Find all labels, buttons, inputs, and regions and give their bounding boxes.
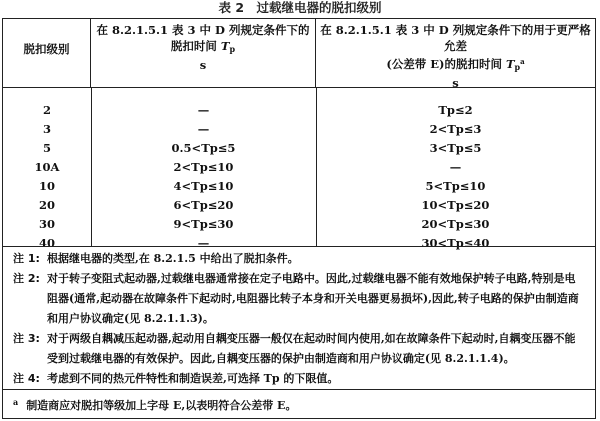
header-trip-class-label: 脱扣级别 bbox=[23, 42, 70, 56]
cell-trip-class: 5 bbox=[42, 141, 51, 155]
table-row bbox=[3, 196, 595, 215]
note-tag: 注 3: bbox=[13, 332, 40, 345]
note-text: 考虑到不同的热元件特性和制造误差,可选择 Tp 的下限值。 bbox=[47, 372, 339, 385]
cell-trip-class: 40 bbox=[38, 236, 55, 250]
table-row bbox=[3, 177, 595, 196]
note-tag: 注 4: bbox=[13, 372, 40, 385]
note-item bbox=[13, 369, 585, 389]
table-body bbox=[3, 101, 595, 253]
cell-trip-class: 10A bbox=[34, 160, 60, 174]
cell-trip-time-e: 20<Tp≤30 bbox=[421, 217, 490, 231]
cell-trip-time-e: 5<Tp≤10 bbox=[425, 179, 486, 193]
footnote-text: 制造商应对脱扣等级加上字母 E,以表明符合公差带 E。 bbox=[26, 399, 297, 412]
footnote-marker: a bbox=[520, 57, 525, 66]
header-trip-time-line2: 脱扣时间 $T_p$ bbox=[170, 39, 236, 54]
cell-trip-class: 10 bbox=[38, 179, 55, 193]
header-trip-time-e-unit: s bbox=[452, 76, 459, 90]
cell-trip-time-e: 3<Tp≤5 bbox=[429, 141, 482, 155]
tp-symbol: T bbox=[505, 57, 515, 71]
note-tag: 注 2: bbox=[13, 272, 40, 285]
cell-trip-time: — bbox=[197, 103, 210, 117]
footnote-divider bbox=[3, 389, 595, 390]
header-trip-time-e-line2: (公差带 E)的脱扣时间 $T_p^a$ bbox=[386, 57, 525, 72]
note-item bbox=[13, 329, 585, 369]
note-text: 对于转子变阻式起动器,过载继电器通常接在定子电路中。因此,过载继电器不能有效地保护转子电路,特别是电阻器(通常,起动器在故障条件下起动时,电阻器比转子本身和开关电器更易损坏),因此,转子电路的保护由制造商和用户协议确定(见 8.2.1.1.3)。 bbox=[47, 272, 579, 325]
table-row bbox=[3, 158, 595, 177]
cell-trip-time-e: Tp≤2 bbox=[438, 103, 473, 117]
header-trip-time bbox=[91, 19, 316, 87]
cell-trip-time: — bbox=[197, 122, 210, 136]
notes-divider bbox=[3, 246, 595, 247]
cell-trip-class: 3 bbox=[42, 122, 51, 136]
cell-trip-time-e: 10<Tp≤20 bbox=[421, 198, 490, 212]
notes-section bbox=[3, 249, 595, 389]
tp-symbol: T bbox=[220, 39, 230, 53]
note-item bbox=[13, 249, 585, 269]
cell-trip-class: 30 bbox=[38, 217, 55, 231]
footnote-mark: a bbox=[13, 397, 19, 407]
header-trip-time-e bbox=[316, 19, 595, 90]
table-row bbox=[3, 101, 595, 120]
table-caption: 表 2 过载继电器的脱扣级别 bbox=[218, 0, 382, 15]
cell-trip-time: 9<Tp≤30 bbox=[173, 217, 234, 231]
trip-class-table bbox=[2, 18, 596, 419]
cell-trip-class: 20 bbox=[38, 198, 55, 212]
table-row bbox=[3, 139, 595, 158]
cell-trip-time-e: 30<Tp≤40 bbox=[421, 236, 490, 250]
cell-trip-time: — bbox=[197, 236, 210, 250]
table-row bbox=[3, 120, 595, 139]
note-tag: 注 1: bbox=[13, 252, 40, 265]
header-trip-time-e-line1: 在 8.2.1.5.1 表 3 中 D 列规定条件下的用于更严格允差 bbox=[320, 23, 591, 53]
cell-trip-class: 2 bbox=[42, 103, 51, 117]
table-row bbox=[3, 215, 595, 234]
cell-trip-time: 2<Tp≤10 bbox=[173, 160, 234, 174]
note-text: 对于两级自耦减压起动器,起动用自耦变压器一般仅在起动时间内使用,如在故障条件下起动时,自耦变压器不能受到过载继电器的有效保护。因此,自耦变压器的保护由制造商和用户协议确定(见 8.2.1.1.4)。 bbox=[47, 332, 576, 365]
header-trip-time-unit: s bbox=[199, 58, 207, 72]
cell-trip-time: 4<Tp≤10 bbox=[173, 179, 234, 193]
note-text: 根据继电器的类型,在 8.2.1.5 中给出了脱扣条件。 bbox=[47, 252, 299, 265]
cell-trip-time: 6<Tp≤20 bbox=[173, 198, 234, 212]
cell-trip-time-e: — bbox=[449, 160, 462, 174]
header-trip-class bbox=[3, 19, 91, 87]
cell-trip-time: 0.5<Tp≤5 bbox=[171, 141, 236, 155]
note-item bbox=[13, 269, 585, 329]
footnote bbox=[3, 391, 595, 417]
cell-trip-time-e: 2<Tp≤3 bbox=[429, 122, 482, 136]
header-trip-time-line1: 在 8.2.1.5.1 表 3 中 D 列规定条件下的 bbox=[96, 23, 310, 37]
